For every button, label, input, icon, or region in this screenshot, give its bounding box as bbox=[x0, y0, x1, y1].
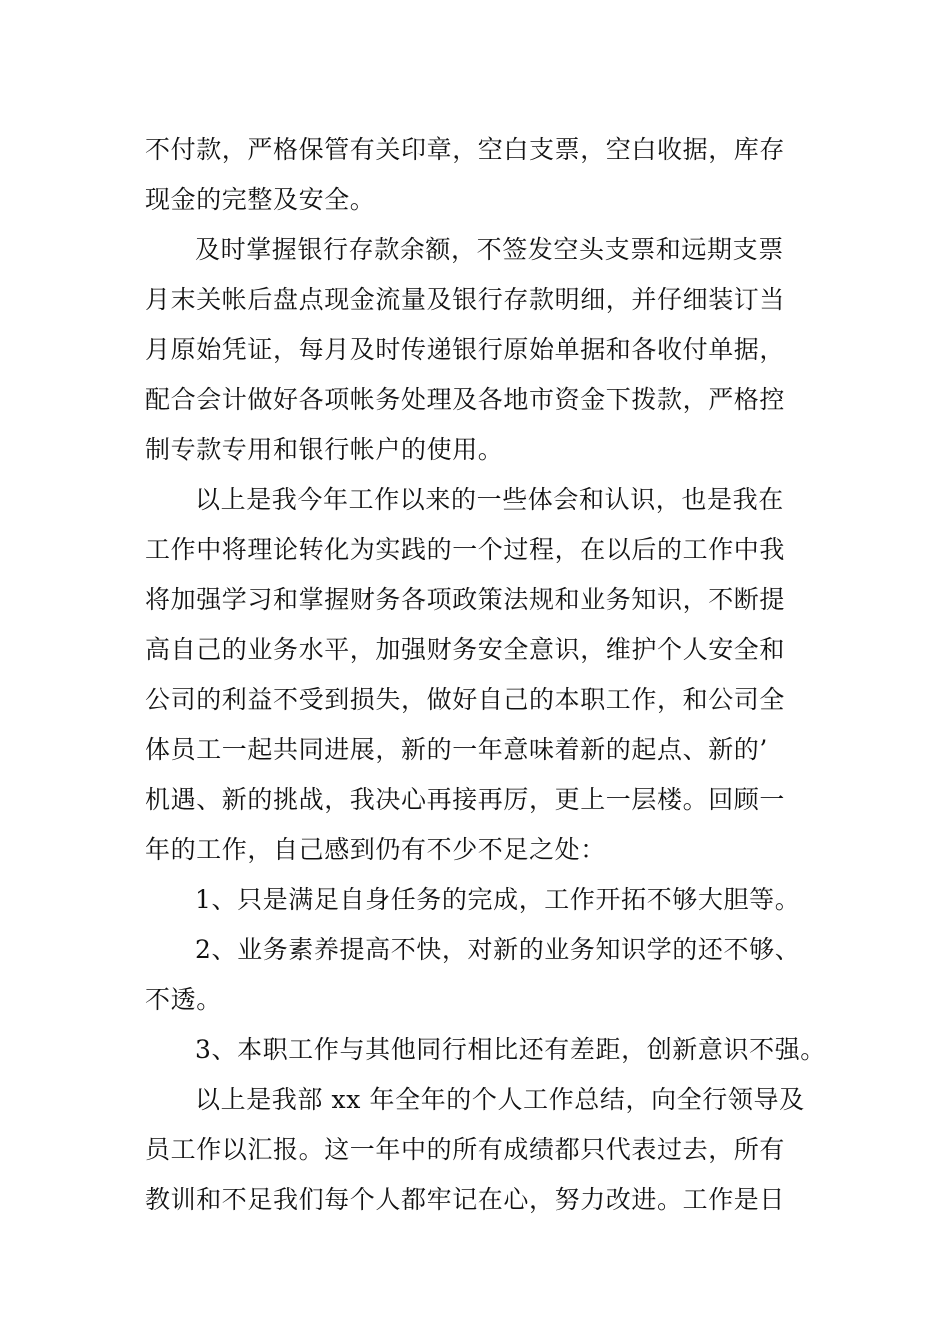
text-line: 工作中将理论转化为实践的一个过程，在以后的工作中我 bbox=[145, 535, 786, 564]
text-line: 现金的完整及安全。 bbox=[145, 185, 376, 214]
list-item-1: 1、只是满足自身任务的完成，工作开拓不够大胆等。 bbox=[195, 885, 801, 914]
text-line: 员工作以汇报。这一年中的所有成绩都只代表过去，所有 bbox=[145, 1135, 786, 1164]
text-line: 年的工作，自己感到仍有不少不足之处： bbox=[145, 835, 606, 864]
text-line: 机遇、新的挑战，我决心再接再厉，更上一层楼。回顾一 bbox=[145, 785, 786, 814]
paragraph-start-line: 以上是我今年工作以来的一些体会和认识，也是我在 bbox=[195, 485, 784, 514]
paragraph-start-line: 及时掌握银行存款余额，不签发空头支票和远期支票 bbox=[195, 235, 784, 264]
text-line: 教训和不足我们每个人都牢记在心，努力改进。工作是日 bbox=[145, 1185, 786, 1214]
text-line: 公司的利益不受到损失，做好自己的本职工作，和公司全 bbox=[145, 685, 786, 714]
text-line: 月原始凭证，每月及时传递银行原始单据和各收付单据， bbox=[145, 335, 786, 364]
text-line: 月末关帐后盘点现金流量及银行存款明细，并仔细装订当 bbox=[145, 285, 786, 314]
text-line: 不付款，严格保管有关印章，空白支票，空白收据，库存 bbox=[145, 135, 786, 164]
list-item-2: 2、业务素养提高不快，对新的业务知识学的还不够、 bbox=[195, 935, 801, 964]
text-line: 制专款专用和银行帐户的使用。 bbox=[145, 435, 504, 464]
list-item-3: 3、本职工作与其他同行相比还有差距，创新意识不强。 bbox=[195, 1035, 826, 1064]
text-line: 高自己的业务水平，加强财务安全意识，维护个人安全和 bbox=[145, 635, 786, 664]
text-line: 配合会计做好各项帐务处理及各地市资金下拨款，严格控 bbox=[145, 385, 786, 414]
text-line: 体员工一起共同进展，新的一年意味着新的起点、新的’ bbox=[145, 735, 768, 764]
paragraph-start-line: 以上是我部 xx 年全年的个人工作总结，向全行领导及 bbox=[195, 1085, 805, 1114]
text-line: 不透。 bbox=[145, 985, 222, 1014]
text-line: 将加强学习和掌握财务各项政策法规和业务知识，不断提 bbox=[145, 585, 786, 614]
